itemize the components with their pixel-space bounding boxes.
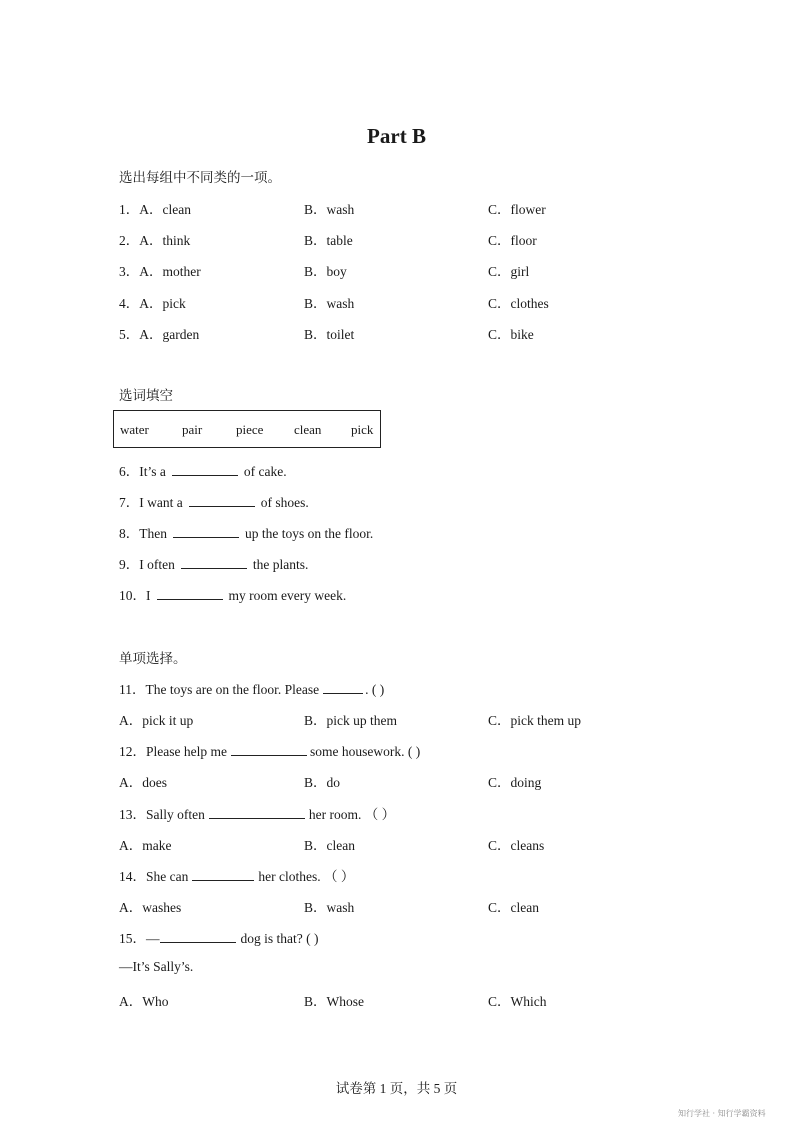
answer-blank[interactable]: [160, 930, 236, 943]
option-a: A．make: [119, 838, 172, 853]
fill-question: [119, 491, 309, 511]
question-text: 9．I often: [119, 557, 175, 572]
question-text: her clothes. （ ）: [258, 869, 355, 884]
section2-instruction: 选词填空: [119, 388, 173, 403]
question-text: 8．Then: [119, 526, 167, 541]
option-b: B．wash: [304, 202, 355, 217]
watermark-logo: 知行学社 · 知行学霸资料: [678, 1109, 766, 1118]
answer-blank[interactable]: [173, 525, 239, 538]
word-bank-item: clean: [294, 422, 322, 437]
option-c: C．clean: [488, 900, 539, 915]
choice-question: [119, 865, 354, 885]
option-a: A．Who: [119, 994, 169, 1009]
option-a: A．washes: [119, 900, 182, 915]
option-c: C．clothes: [488, 296, 549, 311]
option-c: C．doing: [488, 775, 542, 790]
dialogue-reply: —It’s Sally’s.: [119, 959, 194, 974]
question-text: 13．Sally often: [119, 807, 205, 822]
question-text: . ( ): [365, 682, 385, 697]
option-a: 5．A．garden: [119, 327, 200, 342]
option-a: A．pick it up: [119, 713, 194, 728]
option-a: 3．A．mother: [119, 264, 201, 279]
choice-question: [119, 740, 420, 760]
option-a: 4．A．pick: [119, 296, 186, 311]
page-footer: 试卷第 1 页，共 5 页: [335, 1081, 458, 1096]
question-text: dog is that? ( ): [240, 931, 319, 946]
word-bank: [113, 410, 381, 448]
option-b: B．wash: [304, 900, 355, 915]
question-text: 12．Please help me: [119, 744, 227, 759]
option-c: C．girl: [488, 264, 530, 279]
option-b: B．boy: [304, 264, 347, 279]
question-text: up the toys on the floor.: [245, 526, 374, 541]
word-bank-item: water: [120, 422, 149, 437]
option-b: B．wash: [304, 296, 355, 311]
answer-blank[interactable]: [209, 806, 305, 819]
word-bank-item: piece: [236, 422, 264, 437]
question-text: 7．I want a: [119, 495, 183, 510]
fill-question: [119, 460, 287, 480]
option-c: C．flower: [488, 202, 546, 217]
option-b: B．Whose: [304, 994, 364, 1009]
word-bank-item: pair: [182, 422, 203, 437]
option-a: 2．A．think: [119, 233, 191, 248]
option-b: B．table: [304, 233, 353, 248]
question-text: her room. （ ）: [308, 807, 396, 822]
question-text: my room every week.: [228, 588, 347, 603]
answer-blank[interactable]: [172, 463, 238, 476]
question-text: some housework. ( ): [309, 744, 421, 759]
option-a: 1．A．clean: [119, 202, 191, 217]
option-a: A．does: [119, 775, 167, 790]
choice-question: [119, 678, 384, 698]
option-b: B．do: [304, 775, 341, 790]
answer-blank[interactable]: [323, 681, 363, 694]
option-b: B．toilet: [304, 327, 355, 342]
fill-question: [119, 522, 373, 542]
question-text: 10．I: [119, 588, 151, 603]
question-text: the plants.: [252, 557, 309, 572]
section3-instruction: 单项选择。: [119, 651, 187, 666]
choice-question: [119, 803, 395, 823]
option-c: C．bike: [488, 327, 534, 342]
question-text: 14．She can: [119, 869, 189, 884]
option-b: B．clean: [304, 838, 355, 853]
fill-question: [119, 584, 346, 604]
answer-blank[interactable]: [181, 556, 247, 569]
answer-blank[interactable]: [231, 743, 307, 756]
option-c: C．floor: [488, 233, 537, 248]
answer-blank[interactable]: [192, 868, 254, 881]
answer-blank[interactable]: [189, 494, 255, 507]
question-text: 6．It’s a: [119, 464, 166, 479]
answer-blank[interactable]: [157, 587, 223, 600]
question-text: of cake.: [243, 464, 287, 479]
choice-question: [119, 927, 318, 947]
question-text: of shoes.: [260, 495, 309, 510]
question-text: 15．—: [119, 931, 160, 946]
option-c: C．pick them up: [488, 713, 581, 728]
word-bank-item: pick: [351, 422, 374, 437]
fill-question: [119, 553, 308, 573]
page-title: Part B: [367, 124, 426, 148]
option-c: C．cleans: [488, 838, 545, 853]
question-text: 11．The toys are on the floor. Please: [119, 682, 320, 697]
option-b: B．pick up them: [304, 713, 397, 728]
section1-instruction: 选出每组中不同类的一项。: [119, 170, 281, 185]
option-c: C．Which: [488, 994, 547, 1009]
